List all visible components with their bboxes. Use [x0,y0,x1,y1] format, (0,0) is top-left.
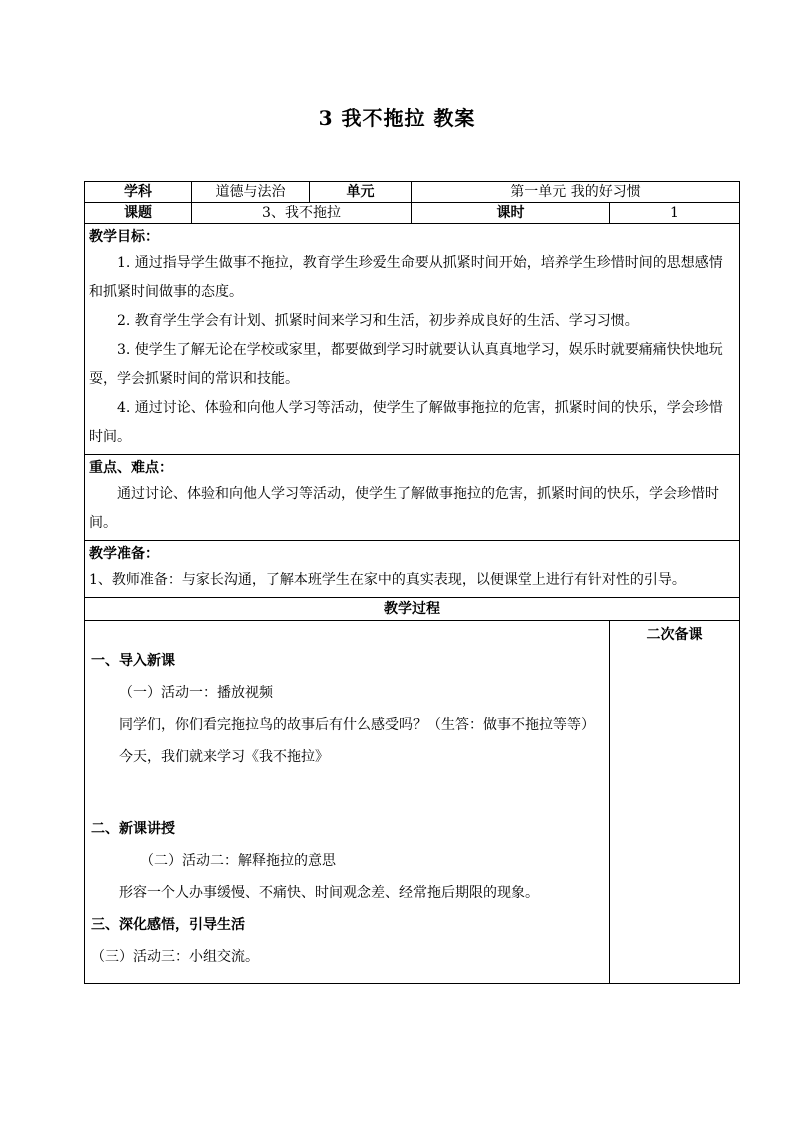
objectives-row [85,224,740,455]
hours-label: 课时 [412,203,610,224]
unit-label: 单元 [310,182,412,203]
objective-item: 1. 通过指导学生做事不拖拉，教育学生珍爱生命要从抓紧时间开始，培养学生珍惜时间的思想感情和抓紧时间做事的态度。 [89,255,723,300]
section-2-heading: 二、新课讲授 [91,821,175,837]
objective-item: 3. 使学生了解无论在学校或家里，都要做到学习时就要认认真真地学习，娱乐时就要痛痛快快地玩耍，学会抓紧时间的常识和技能。 [89,342,723,387]
preparation-text: 1、教师准备：与家长沟通，了解本班学生在家中的真实表现，以便课堂上进行有针对性的引导。 [89,572,686,588]
key-points-section [85,455,740,541]
process-content [85,621,610,984]
lesson-plan-table [84,181,740,984]
process-body-row [85,621,740,984]
objectives-section [85,224,740,455]
section-1-paragraph: 同学们，你们看完拖拉鸟的故事后有什么感受吗？（生答：做事不拖拉等等） [119,717,595,733]
activity-3: （三）活动三：小组交流。 [91,949,259,965]
preparation-heading: 教学准备： [89,546,159,562]
preparation-section [85,541,740,598]
section-1-paragraph: 今天，我们就来学习《我不拖拉》 [119,749,329,765]
process-title: 教学过程 [85,598,740,621]
key-points-text: 通过讨论、体验和向他人学习等活动，使学生了解做事拖拉的危害，抓紧时间的快乐，学会珍惜时间。 [89,486,719,531]
unit-value: 第一单元 我的好习惯 [412,182,740,203]
subject-label: 学科 [85,182,192,203]
objective-item: 4. 通过讨论、体验和向他人学习等活动，使学生了解做事拖拉的危害，抓紧时间的快乐，学会珍惜时间。 [89,400,723,445]
preparation-row [85,541,740,598]
header-row-2 [85,203,740,224]
objective-item: 2. 教育学生学会有计划、抓紧时间来学习和生活，初步养成良好的生活、学习习惯。 [117,313,639,329]
key-points-heading: 重点、难点： [89,460,173,476]
subject-value: 道德与法治 [192,182,310,203]
activity-2: （二）活动二：解释拖拉的意思 [140,853,336,869]
header-row-1 [85,182,740,203]
document-title: 3 我不拖拉 教案 [318,106,476,130]
activity-1: （一）活动一：播放视频 [119,685,273,701]
spacer [91,773,603,813]
hours-value: 1 [610,203,740,224]
key-points-row [85,455,740,541]
topic-label: 课题 [85,203,192,224]
topic-value: 3、我不拖拉 [192,203,412,224]
section-1-heading: 一、导入新课 [91,653,175,669]
section-2-paragraph: 形容一个人办事缓慢、不痛快、时间观念差、经常拖后期限的现象。 [119,885,539,901]
process-title-row [85,598,740,621]
section-3-heading: 三、深化感悟，引导生活 [91,917,245,933]
objectives-heading: 教学目标： [89,229,159,245]
second-prep-column: 二次备课 [610,621,740,984]
